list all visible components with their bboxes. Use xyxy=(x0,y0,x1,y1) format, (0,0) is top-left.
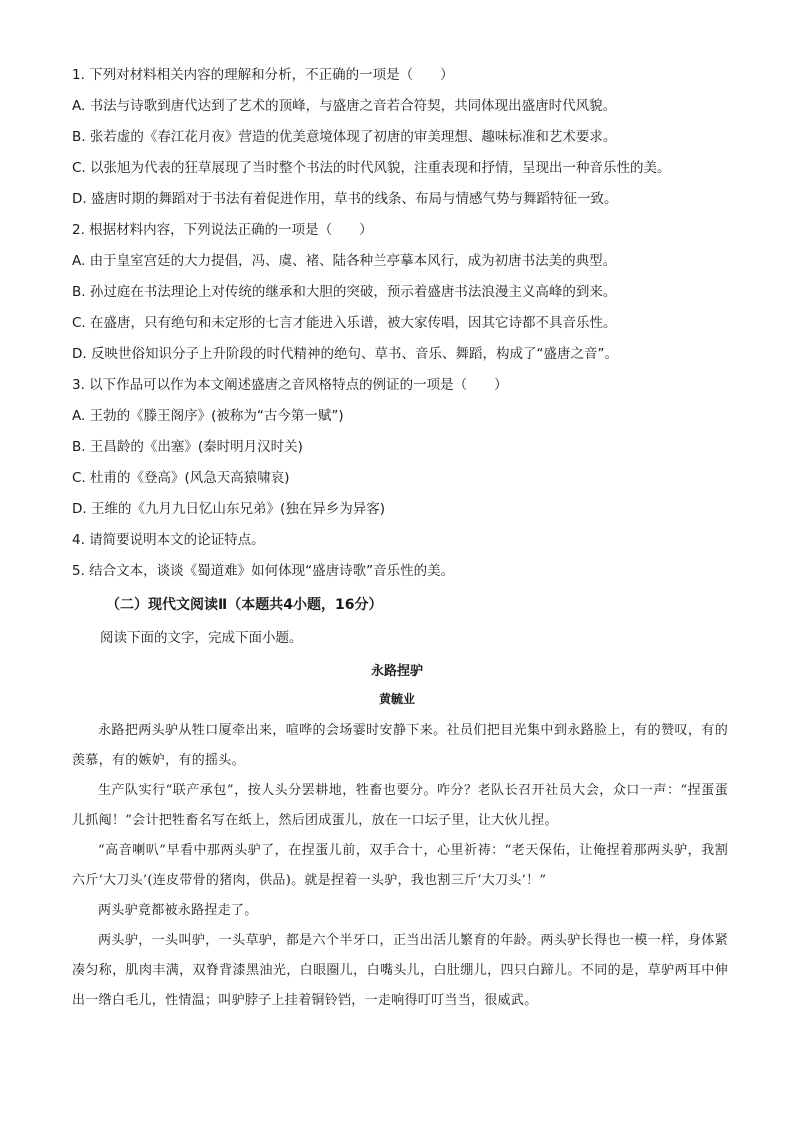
story-paragraph: 两头驴竟都被永路捏走了。 xyxy=(98,903,258,918)
question-3-option-a: A. 王勃的《滕王阁序》(被称为“古今第一赋”) xyxy=(72,408,344,424)
question-1-option-d: D. 盛唐时期的舞蹈对于书法有着促进作用，草书的线条、布局与情感气势与舞蹈特征一致。 xyxy=(72,191,618,207)
question-2-option-b: B. 孙过庭在书法理论上对传统的继承和大胆的突破，预示着盛唐书法浪漫主义高峰的到来。 xyxy=(72,284,617,300)
story-paragraph: 两头驴，一头叫驴，一头草驴，都是六个半牙口，正当出活儿繁育的年龄。两头驴长得也一模一样，身体紧凑匀称，肌肉丰满，双脊背漆黑油光，白眼圈儿，白嘴头儿，白肚绷儿，四只白蹄儿。不同的是，草驴两耳中伸出一绺白毛儿，性情温；叫驴脖子上挂着铜铃铛，一走响得叮叮当当，很威武。 xyxy=(72,933,728,1008)
question-3-option-c: C. 杜甫的《登高》(风急天高猿啸哀) xyxy=(72,470,290,486)
story-author: 黄毓业 xyxy=(378,692,415,706)
story-title: 永路捏驴 xyxy=(370,664,423,679)
question-3-stem: 3. 以下作品可以作为本文阐述盛唐之音风格特点的例证的一项是（ ） xyxy=(72,377,508,393)
story-paragraph: “高音喇叭”早看中那两头驴了，在捏蛋儿前，双手合十，心里祈祷：“老天保佑，让俺捏着那两头驴，我割六斤‘大刀头’(连皮带骨的猪肉，供品)。就是捏着一头驴，我也割三斤‘大刀头’！” xyxy=(72,843,728,888)
question-2-option-a: A. 由于皇室宫廷的大力提倡，冯、虞、褚、陆各种兰亭摹本风行，成为初唐书法美的典型。 xyxy=(72,253,617,269)
question-5-stem: 5. 结合文本，谈谈《蜀道难》如何体现“盛唐诗歌”音乐性的美。 xyxy=(72,563,455,579)
question-2-stem: 2. 根据材料内容，下列说法正确的一项是（ ） xyxy=(72,222,373,238)
question-2-option-c: C. 在盛唐，只有绝句和未定形的七言才能进入乐谱，被大家传唱，因其它诗都不具音乐性。 xyxy=(72,315,617,331)
question-3-option-d: D. 王维的《九月九日忆山东兄弟》(独在异乡为异客) xyxy=(72,501,386,517)
story-paragraph: 永路把两头驴从牲口厦牵出来，喧哗的会场霎时安静下来。社员们把目光集中到永路脸上，有的赞叹，有的羡慕，有的嫉妒，有的摇头。 xyxy=(72,723,728,768)
question-2-option-d: D. 反映世俗知识分子上升阶段的时代精神的绝句、草书、音乐、舞蹈，构成了“盛唐之音”。 xyxy=(72,346,618,362)
story-paragraph: 生产队实行“联产承包”，按人头分罢耕地，牲畜也要分。咋分？老队长召开社员大会，众口一声：“捏蛋蛋儿抓阄！”会计把牲畜名写在纸上，然后团成蛋儿，放在一口坛子里，让大伙儿捏。 xyxy=(72,783,728,828)
question-1-option-b: B. 张若虚的《春江花月夜》营造的优美意境体现了初唐的审美理想、趣味标准和艺术要求。 xyxy=(72,129,617,145)
question-1-stem: 1. 下列对材料相关内容的理解和分析，不正确的一项是（ ） xyxy=(72,67,454,83)
question-4-stem: 4. 请简要说明本文的论证特点。 xyxy=(72,532,265,548)
section-title: （二）现代文阅读Ⅱ（本题共4小题，16分） xyxy=(106,597,383,613)
section-intro: 阅读下面的文字，完成下面小题。 xyxy=(100,630,303,646)
question-3-option-b: B. 王昌龄的《出塞》(秦时明月汉时关) xyxy=(72,439,303,455)
question-1-option-a: A. 书法与诗歌到唐代达到了艺术的顶峰，与盛唐之音若合符契，共同体现出盛唐时代风貌。 xyxy=(72,98,617,114)
question-1-option-c: C. 以张旭为代表的狂草展现了当时整个书法的时代风貌，注重表现和抒情，呈现出一种音乐性的美。 xyxy=(72,160,671,176)
